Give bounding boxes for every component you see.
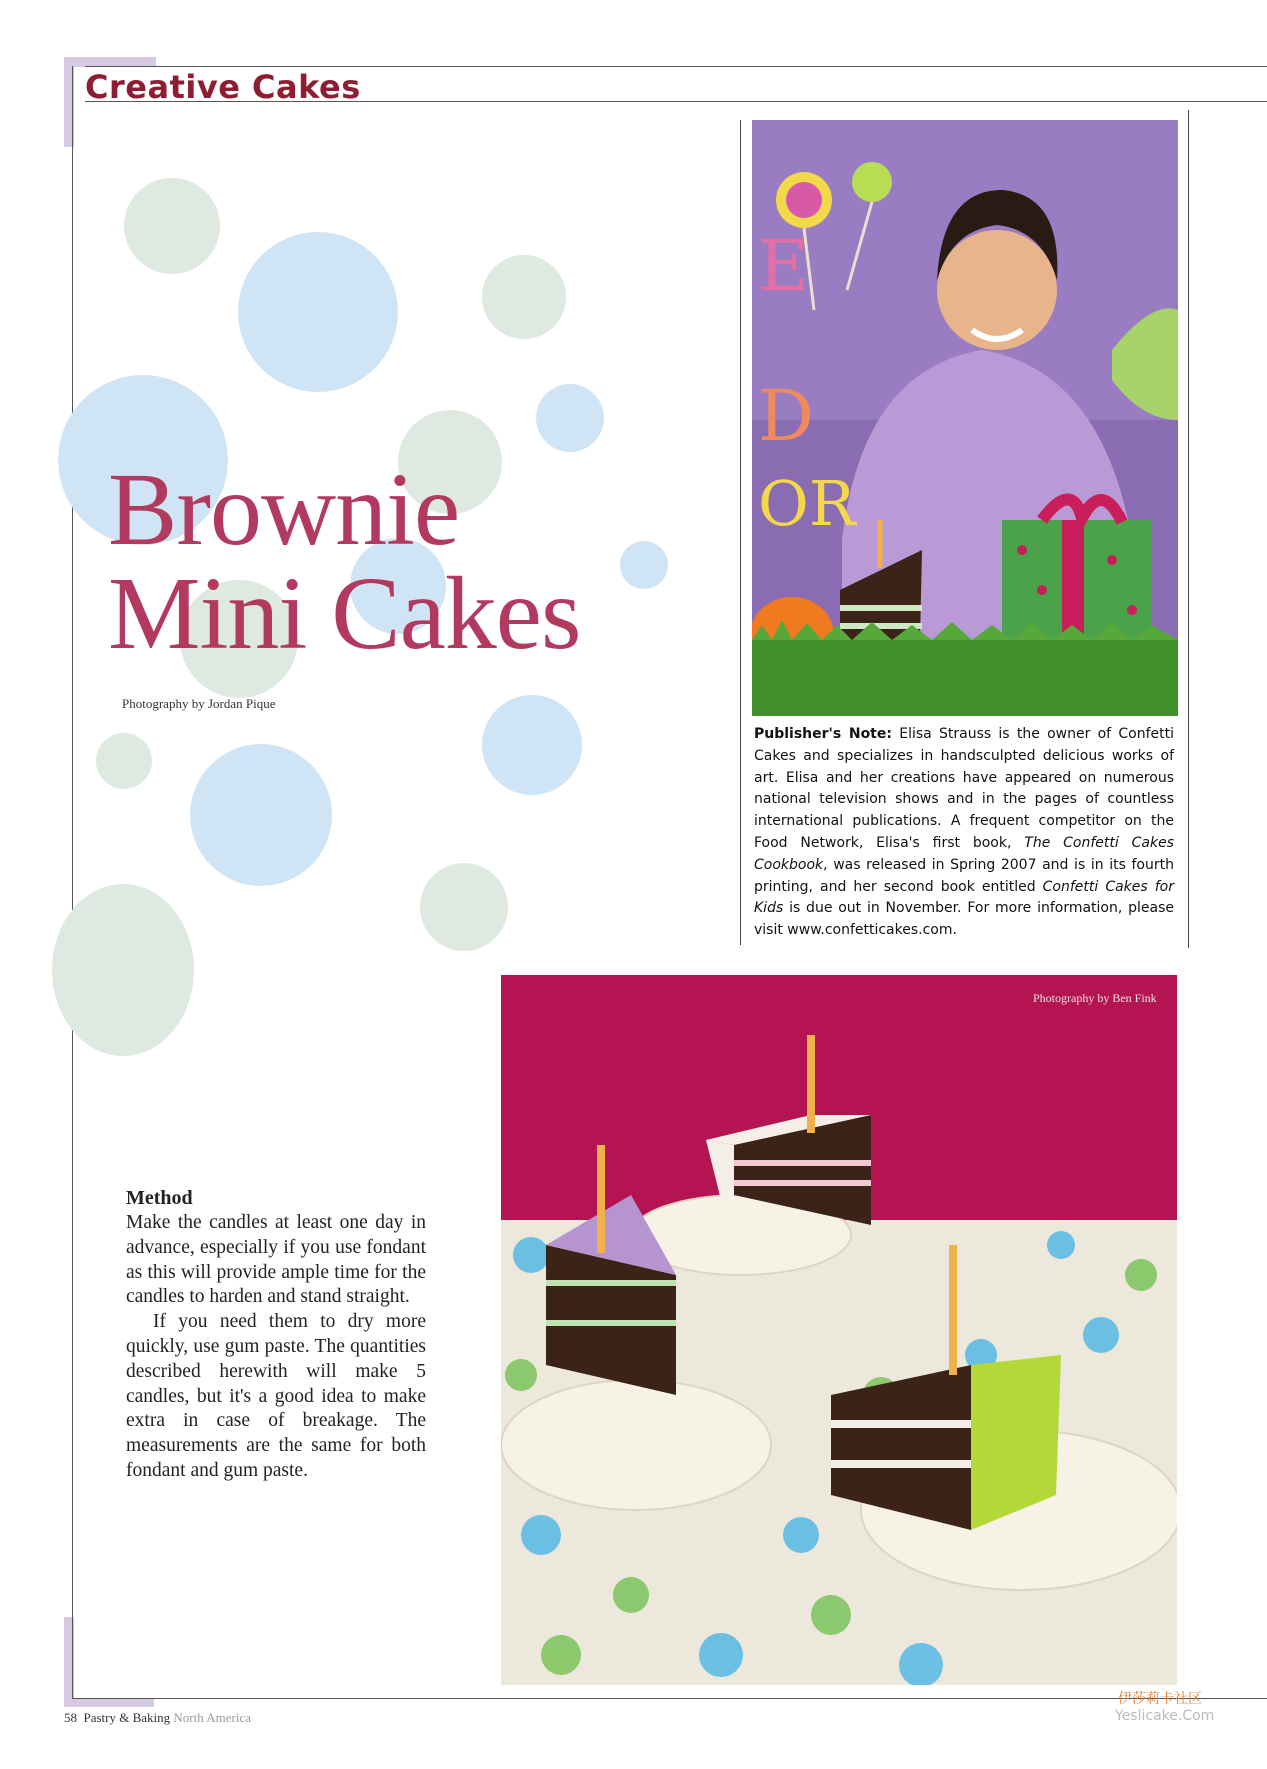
method-paragraph: Make the candles at least one day in advance, especially if you use fondant as this will provide ample time for the candles to harden and stand straight. [126,1212,426,1308]
dot [190,744,332,886]
magazine-region: North America [173,1710,252,1725]
frame-rule [72,66,73,1698]
method-paragraph: If you need them to dry more quickly, use gum paste. The quantities described herewith will make 5 candles, but it's a good idea to make extra in case of breakage. The measurements are the same for both fondant and gum paste. [126,1311,426,1481]
cakes-illustration [501,975,1177,1685]
note-text: , was released in Spring 2007 and is in its fourth printing, and her second book entitled [754,856,1174,895]
note-text: Elisa Strauss is the owner of Confetti Cakes and specializes in handsculpted delicious works of art. Elisa and her creations have appeared on numerous national television shows and in the pages of countless international publications. A frequent competitor on the Food Network, Elisa's first book, [754,726,1174,851]
dot [420,863,508,951]
title-line: Mini Cakes [108,556,581,671]
dot [238,232,398,392]
dot [124,178,220,274]
column-rule [740,120,741,945]
svg-text:D: D [758,375,815,457]
dot [620,541,668,589]
photo-credit: Photography by Jordan Pique [122,696,276,711]
note-book-title: Confetti Cakes for Kids [754,878,1174,917]
page-footer [64,1710,251,1726]
watermark: Yeslicake.Com [1115,1708,1215,1724]
column-rule [1188,110,1189,948]
cakes-photo [501,975,1177,1685]
dot [536,384,604,452]
dot [482,255,566,339]
dot [52,884,194,1056]
photo-credit: Photography by Ben Fink [1033,991,1157,1005]
dot [482,695,582,795]
section-title: Creative Cakes [85,68,361,106]
portrait-illustration [752,120,1178,716]
method-heading: Method [126,1187,193,1209]
page-number: 58 [64,1710,77,1725]
frame-rule [72,1698,1267,1699]
portrait-photo [752,120,1178,716]
watermark: 伊莎莉卡社区 [1118,1691,1202,1707]
publishers-note [754,724,1174,942]
frame-accent [64,1698,154,1707]
note-text: is due out in November. For more information, please visit www.confetticakes.com. [754,900,1174,939]
title-line: Brownie [108,452,460,567]
note-book-title: The Confetti Cakes Cookbook [754,834,1174,873]
article-title [108,452,581,671]
method-section [126,1185,426,1484]
note-label: Publisher's Note: [754,726,892,742]
magazine-name: Pastry & Baking [83,1710,171,1725]
svg-text:E: E [758,225,810,307]
dot [96,733,152,789]
svg-text:OR: OR [758,467,856,540]
